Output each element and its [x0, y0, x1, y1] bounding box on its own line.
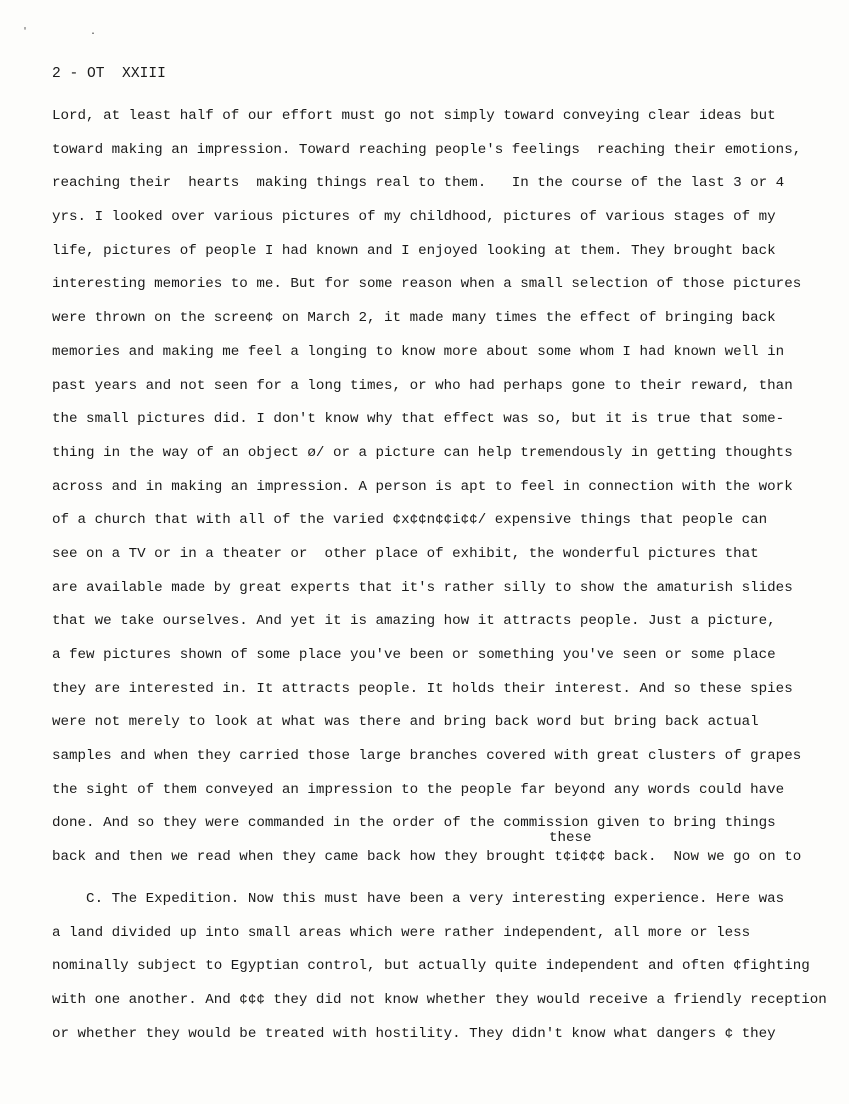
text-line: C. The Expedition. Now this must have been a very interesting experience. Here was	[52, 890, 785, 907]
page-header: 2 - OT XXIII	[52, 66, 166, 82]
text-line: past years and not seen for a long times, or who had perhaps gone to their reward, than	[52, 377, 793, 394]
text-line: reaching their hearts making things real to them. In the course of the last 3 or 4	[52, 175, 785, 192]
text-line: life, pictures of people I had known and I enjoyed looking at them. They brought back	[52, 242, 776, 259]
text-line: interesting memories to me. But for some reason when a small selection of those pictures	[52, 276, 802, 293]
text-line: thing in the way of an object ø/ or a picture can help tremendously in getting thoughts	[52, 444, 793, 461]
text-line: memories and making me feel a longing to know more about some whom I had known well in	[52, 343, 785, 360]
text-line: back and then we read when they came back how they brought t¢i¢¢¢ back. Now we go on to	[52, 849, 802, 866]
text-line: samples and when they carried those large branches covered with great clusters of grapes	[52, 748, 802, 765]
text-line: a land divided up into small areas which were rather independent, all more or less	[52, 924, 751, 941]
text-line: or whether they would be treated with hostility. They didn't know what dangers ¢ they	[52, 1025, 776, 1042]
text-line: across and in making an impression. A person is apt to feel in connection with the work	[52, 478, 793, 495]
text-line: are available made by great experts that it's rather silly to show the amaturish slides	[52, 579, 793, 596]
text-line: they are interested in. It attracts people. It holds their interest. And so these spies	[52, 680, 793, 697]
text-line: that we take ourselves. And yet it is amazing how it attracts people. Just a picture,	[52, 613, 776, 630]
document-body	[52, 100, 832, 1051]
paper-specks: ' .	[22, 26, 125, 37]
text-line: Lord, at least half of our effort must go not simply toward conveying clear ideas but	[52, 108, 776, 124]
text-line: yrs. I looked over various pictures of my childhood, pictures of various stages of my	[52, 209, 776, 226]
text-line: nominally subject to Egyptian control, but actually quite independent and often ¢fighting	[52, 958, 810, 975]
text-line: the small pictures did. I don't know why that effect was so, but it is true that some-	[52, 411, 785, 428]
text-line: with one another. And ¢¢¢ they did not know whether they would receive a friendly reception	[52, 991, 827, 1008]
text-line: the sight of them conveyed an impression to the people far beyond any words could have	[52, 781, 785, 798]
interlinear-insertion: these	[549, 830, 592, 846]
text-line: were thrown on the screen¢ on March 2, it made many times the effect of bringing back	[52, 310, 776, 327]
text-line: see on a TV or in a theater or other place of exhibit, the wonderful pictures that	[52, 545, 759, 562]
text-line: toward making an impression. Toward reaching people's feelings reaching their emotions,	[52, 141, 802, 158]
text-line: of a church that with all of the varied ¢x¢¢n¢¢i¢¢/ expensive things that people can	[52, 512, 768, 529]
text-line: done. And so they were commanded in the order of the commission given to bring things	[52, 815, 776, 832]
text-line: were not merely to look at what was there and bring back word but bring back actual	[52, 714, 759, 731]
text-line: a few pictures shown of some place you've been or something you've seen or some place	[52, 647, 776, 663]
